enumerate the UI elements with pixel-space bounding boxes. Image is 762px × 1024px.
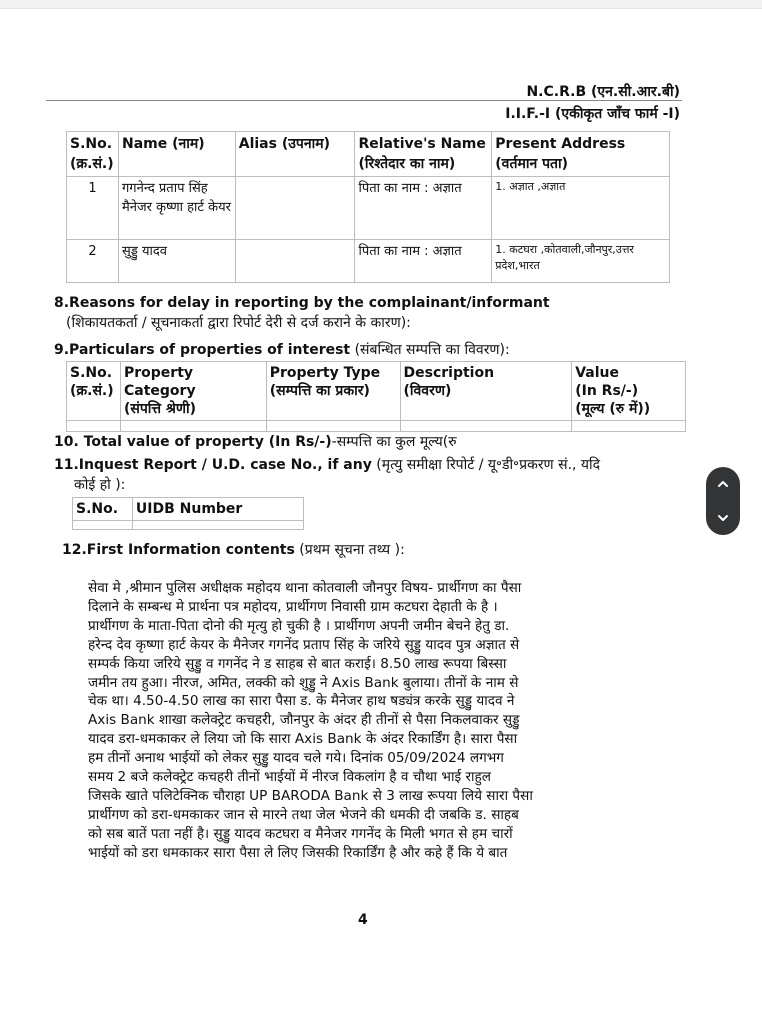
row-address: 1. कटघरा ,कोतवाली,जौनपुर,उत्तर प्रदेश,भारत: [492, 240, 670, 283]
table-row: [73, 521, 304, 530]
fir-line: प्रार्थीगण को डरा-धमकाकर जान से मारने तथा जेल भेजने की धमकी दी जबकि ड. साहब: [88, 806, 519, 823]
fir-line: सेवा मे ,श्रीमान पुलिस अधीक्षक महोदय थाना कोतवाली जौनपुर विषय- प्रार्थीगण का पैसा: [88, 580, 522, 596]
col-alias: Alias (उपनाम): [235, 132, 355, 177]
col-relative: Relative's Name (रिश्तेदार का नाम): [355, 132, 492, 177]
row-alias: [235, 177, 355, 240]
row-address: 1. अज्ञात ,अज्ञात: [492, 177, 670, 240]
col-value: Value (In Rs/-) (मूल्य (रु में)): [572, 362, 686, 421]
row-name: गगनेन्द प्रताप सिंह मैनेजर कृष्णा हार्ट केयर: [118, 177, 235, 240]
section-12-title: 12.First Information contents (प्रथम सूचना तथ्य ):: [62, 542, 405, 558]
table-row: [67, 240, 670, 283]
row-sno: 2: [67, 240, 119, 283]
row-name: सुड्डु यादव: [118, 240, 235, 283]
section-8-subtitle: (शिकायतकर्ता / सूचनाकर्ता द्वारा रिपोर्ट देरी से दर्ज कराने के कारण):: [66, 315, 411, 331]
fir-contents: [88, 579, 688, 863]
fir-line: हम तीनों अनाथ भाईयों को लेकर सुड्डु यादव चले गये। दिनांक 05/09/2024 लगभग: [88, 750, 504, 767]
section-8-title: 8.Reasons for delay in reporting by the complainant/informant: [54, 295, 550, 311]
table-row: [67, 177, 670, 240]
col-uidb-number: UIDB Number: [132, 498, 303, 521]
chevron-up-icon: [716, 477, 730, 491]
header-divider: [46, 100, 682, 101]
form-header-ncrb: N.C.R.B (एन.सी.आर.बी): [526, 84, 680, 100]
form-header-iif: I.I.F.-I (एकीकृत जाँच फार्म -I): [505, 106, 680, 122]
fir-line: जमीन तय हुआ। नीरज, अमित, लक्की को शुड्डु ने Axis Bank बुलाया। तीनों के नाम से: [88, 674, 519, 691]
accused-table-header: [67, 132, 670, 177]
row-alias: [235, 240, 355, 283]
col-property-category: Property Category (संपत्ति श्रेणी): [120, 362, 266, 421]
section-9-title: 9.Particulars of properties of interest (संबन्धित सम्पत्ति का विवरण):: [54, 342, 510, 358]
uidb-table-header: [73, 498, 304, 521]
fir-line: भाईयों को डरा धमकाकर सारा पैसा ले लिए जिसकी रिकार्डिंग है और कहे हैं कि ये बात: [88, 844, 508, 861]
properties-table: [66, 361, 686, 432]
section-10-title: 10. Total value of property (In Rs/-)-सम्पत्ति का कुल मूल्य(रु: [54, 434, 457, 450]
col-sno: S.No.: [73, 498, 133, 521]
fir-line: दिलाने के सम्बन्ध मे प्रार्थना पत्र महोदय, प्रार्थीगण निवासी ग्राम कटघरा देहाती के है ।: [88, 598, 498, 615]
fir-line: Axis Bank शाखा कलेक्ट्रेट कचहरी, जौनपुर के अंदर ही तीनों से पैसा निकलवाकर सुड्डु: [88, 712, 520, 729]
fir-line: समय 2 बजे कलेक्ट्रेट कचहरी तीनों भाईयों में नीरज विकलांग है व चौथा भाई राहुल: [88, 769, 491, 786]
scroll-down-button[interactable]: [706, 501, 740, 535]
fir-line: जिसके खाते पलिटेक्निक चौराहा UP BARODA Bank से 3 लाख रूपया लिये सारा पैसा: [88, 787, 533, 804]
page-scroll-controls: [706, 467, 740, 535]
row-relative: पिता का नाम : अज्ञात: [355, 240, 492, 283]
properties-table-header: [67, 362, 686, 421]
col-sno: S.No. (क्र.सं.): [67, 362, 121, 421]
uidb-table: [72, 497, 304, 530]
fir-line: हरेन्द देव कृष्णा हार्ट केयर के मैनेजर गगनेंद प्रताप सिंह के जरिये सुड्डु यादव पुत्र अज्ञात से: [88, 636, 520, 653]
chevron-down-icon: [716, 511, 730, 525]
fir-line: को सब बातें पता नहीं है। सुड्डु यादव कटघरा व मैनेजर गगनेंद के मिली भगत से हम चारों: [88, 825, 513, 842]
fir-line: चेक था। 4.50-4.50 लाख का सारा पैसा ड. के मैनेजर हाथ षड्यंत्र करके सुड्डु यादव ने: [88, 693, 515, 710]
row-sno: 1: [67, 177, 119, 240]
table-row: [67, 421, 686, 432]
col-property-type: Property Type (सम्पत्ति का प्रकार): [266, 362, 400, 421]
fir-line: यादव डरा-धमकाकर ले लिया जो कि सारा Axis Bank के अंदर रिकार्डिंग है। सारा पैसा: [88, 731, 518, 748]
col-description: Description (विवरण): [400, 362, 572, 421]
fir-line: सम्पर्क किया जरिये सुड्डु व गगनेंद ने ड साहब से बात कराई। 8.50 लाख रूपया बिस्सा: [88, 655, 507, 672]
viewer-top-bar: [0, 0, 762, 9]
col-sno: S.No. (क्र.सं.): [67, 132, 119, 177]
col-address: Present Address (वर्तमान पता): [492, 132, 670, 177]
row-relative: पिता का नाम : अज्ञात: [355, 177, 492, 240]
page-number: 4: [358, 912, 368, 928]
fir-line: प्रार्थीगण के माता-पिता दोनो की मृत्यु हो चुकी है । प्रार्थीगण अपनी जमीन बेचने हेतु डा.: [88, 617, 510, 634]
accused-table: [66, 131, 670, 283]
scroll-up-button[interactable]: [706, 467, 740, 501]
section-11-subtitle: कोई हो ):: [74, 477, 126, 493]
col-name: Name (नाम): [118, 132, 235, 177]
section-11-title: 11.Inquest Report / U.D. case No., if any (मृत्यु समीक्षा रिपोर्ट / यू॰डी॰प्रकरण सं., यदि: [54, 457, 601, 473]
